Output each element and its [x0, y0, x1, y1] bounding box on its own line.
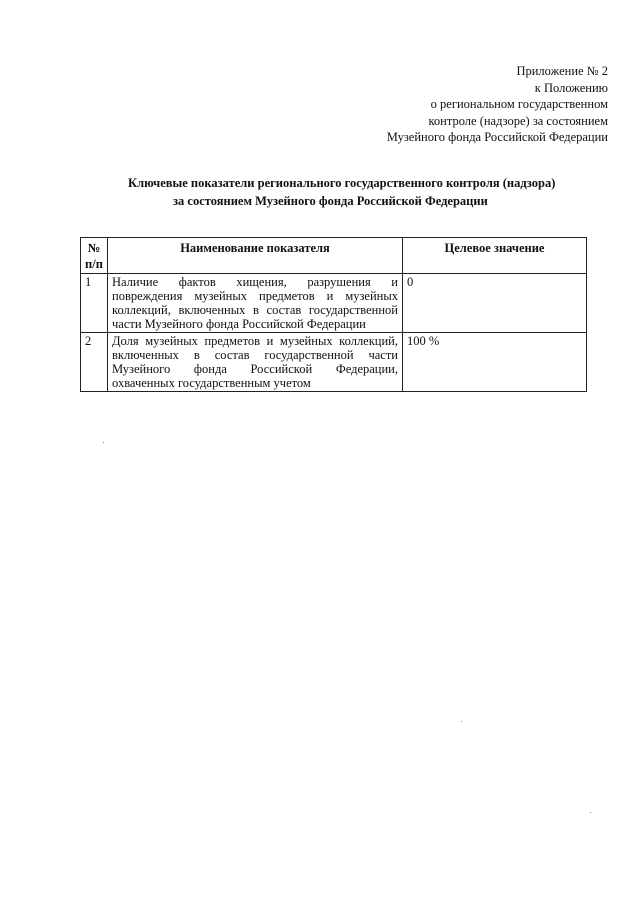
- header-number-symbol: №: [87, 241, 101, 255]
- header-number-abbrev: п/п: [85, 257, 103, 271]
- appendix-reference: [387, 63, 608, 146]
- table-header-row: [81, 238, 587, 274]
- row-indicator-name: Наличие фактов хищения, разрушения и повреждения музейных предметов и музейных коллекций, включенных в состав государственной части Музейного фонда Российской Федерации: [108, 274, 403, 333]
- header-number: [81, 238, 108, 274]
- document-title-line-2: за состоянием Музейного фонда Российской Федерации: [173, 194, 488, 208]
- table-row: [81, 333, 587, 392]
- table-row: [81, 274, 587, 333]
- scan-speck: [590, 812, 591, 813]
- document-title: [80, 174, 640, 210]
- scan-speck: [103, 442, 104, 443]
- row-number: 1: [81, 274, 108, 333]
- document-title-line-1: Ключевые показатели регионального государственного контроля (надзора): [128, 176, 556, 190]
- header-target-value: Целевое значение: [403, 238, 587, 274]
- appendix-line: Приложение № 2: [516, 64, 608, 78]
- row-target-value: 100 %: [403, 333, 587, 392]
- appendix-line: контроле (надзоре) за состоянием: [428, 113, 608, 128]
- scan-speck: [461, 721, 462, 722]
- row-indicator-name: Доля музейных предметов и музейных коллекций, включенных в состав государственной части Музейного фонда Российской Федерации, охваченных государственным учетом: [108, 333, 403, 392]
- row-target-value: 0: [403, 274, 587, 333]
- appendix-line: о региональном государственном: [430, 97, 608, 111]
- indicators-table: [80, 237, 587, 392]
- header-indicator-name: Наименование показателя: [108, 238, 403, 274]
- row-number: 2: [81, 333, 108, 392]
- appendix-line: к Положению: [534, 80, 608, 95]
- appendix-line: Музейного фонда Российской Федерации: [386, 130, 608, 144]
